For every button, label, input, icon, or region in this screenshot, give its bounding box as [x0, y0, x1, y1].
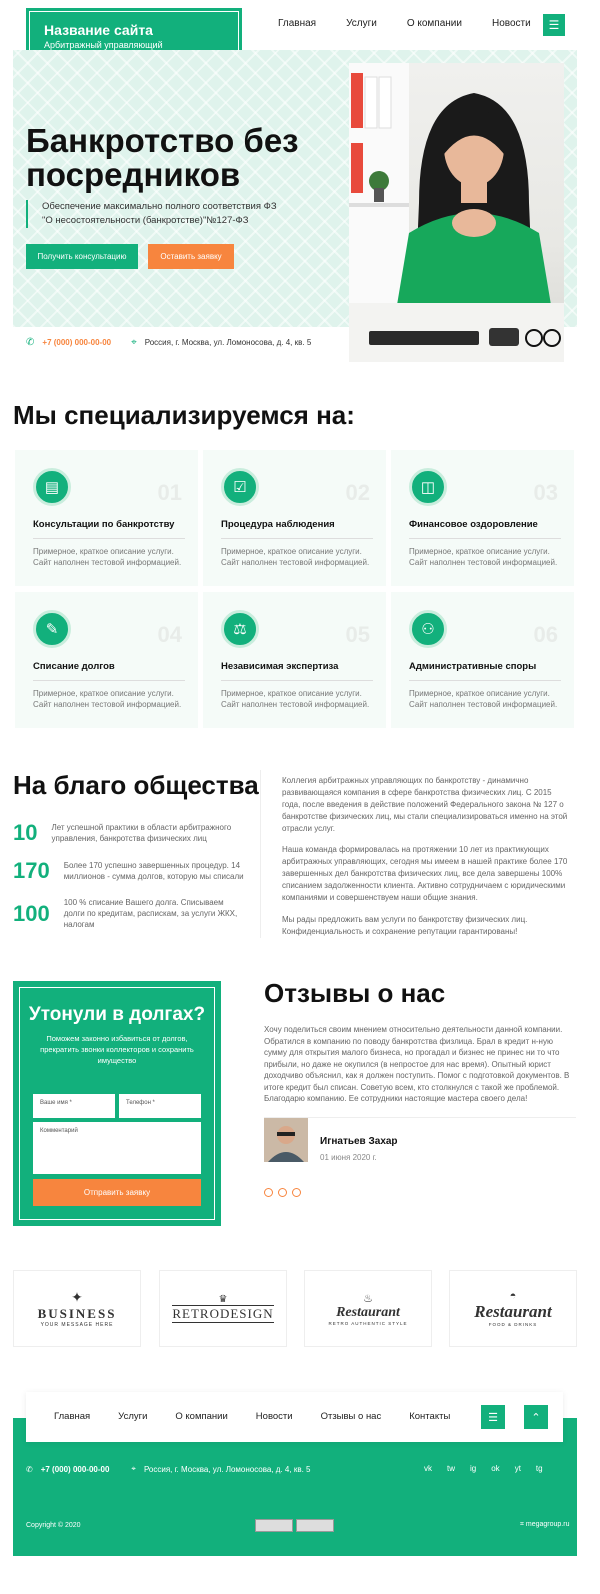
- cloche-icon: ◓: [509, 1290, 517, 1302]
- divider: [409, 680, 561, 681]
- carousel-dots: [264, 1184, 306, 1202]
- telegram-icon[interactable]: tg: [535, 1464, 543, 1473]
- service-number: 05: [345, 622, 370, 647]
- developer-link[interactable]: ⌗ megagroup.ru: [520, 1521, 570, 1528]
- service-number: 01: [157, 480, 182, 505]
- service-card[interactable]: [15, 592, 198, 728]
- location-icon: ⌖: [131, 337, 137, 348]
- divider: [409, 538, 561, 539]
- carousel-dot[interactable]: [278, 1188, 287, 1197]
- footer-contacts: [26, 1464, 310, 1474]
- social-links: [424, 1464, 543, 1473]
- counters: [255, 1519, 334, 1532]
- service-desc: Примерное, краткое описание услуги. Сайт наполнен тестовой информацией.: [409, 689, 558, 709]
- chevron-up-icon: ⌃: [531, 1411, 541, 1424]
- service-card[interactable]: [391, 450, 574, 586]
- monitoring-icon: ☑: [221, 468, 259, 506]
- footer-menu-button[interactable]: [481, 1405, 505, 1429]
- request-form: [13, 981, 221, 1226]
- review-author: Игнатьев Захар: [320, 1136, 398, 1147]
- service-number: 03: [533, 480, 558, 505]
- woman-photo-illustration: [349, 63, 564, 362]
- footer-nav-services[interactable]: Услуги: [118, 1411, 148, 1422]
- service-title: Финансовое оздоровление: [409, 519, 538, 530]
- service-number: 02: [345, 480, 370, 505]
- hero-photo: [349, 63, 564, 362]
- service-title: Списание долгов: [33, 661, 115, 672]
- service-card[interactable]: [203, 450, 386, 586]
- divider: [33, 680, 185, 681]
- service-title: Процедура наблюдения: [221, 519, 335, 530]
- stat-item: [13, 897, 244, 930]
- partner-logo: ✦ BUSINESS YOUR MESSAGE HERE: [13, 1270, 141, 1347]
- copyright: Copyright © 2020: [26, 1522, 81, 1529]
- name-input[interactable]: Ваше имя *: [33, 1094, 115, 1118]
- carousel-dot[interactable]: [292, 1188, 301, 1197]
- stat-desc: 100 % списание Вашего долга. Списываем долги по кредитам, распискам, за услуги ЖКХ, налогам: [63, 898, 238, 929]
- stat-desc: Более 170 успешно завершенных процедур. 14 миллионов - сумма долгов, которую мы списали: [63, 861, 244, 881]
- stat-desc: Лет успешной практики в области арбитражного управления, банкротства физических лиц: [51, 823, 232, 843]
- nav-services[interactable]: Услуги: [346, 18, 377, 29]
- counter-badge[interactable]: [255, 1519, 293, 1532]
- scales-icon: ⚖: [221, 610, 259, 648]
- menu-button[interactable]: [543, 14, 565, 36]
- divider: [221, 680, 373, 681]
- nav-home[interactable]: Главная: [278, 18, 317, 29]
- stat-number: 170: [13, 858, 50, 883]
- hero-phone[interactable]: +7 (000) 000-00-00: [42, 338, 112, 347]
- scroll-top-button[interactable]: [524, 1405, 548, 1429]
- maple-leaf-icon: ✦: [71, 1289, 83, 1305]
- footer-address: Россия, г. Москва, ул. Ломоносова, д. 4, кв. 5: [143, 1464, 311, 1474]
- chef-hat-icon: ♨: [363, 1292, 373, 1305]
- instagram-icon[interactable]: ig: [470, 1464, 477, 1473]
- vk-icon[interactable]: vk: [424, 1464, 432, 1473]
- counter-badge[interactable]: [296, 1519, 334, 1532]
- divider: [33, 538, 185, 539]
- debt-icon: ✎: [33, 610, 71, 648]
- carousel-dot[interactable]: [264, 1188, 273, 1197]
- footer-nav-home[interactable]: Главная: [54, 1411, 91, 1422]
- submit-button[interactable]: Отправить заявку: [33, 1179, 201, 1206]
- service-card[interactable]: [15, 450, 198, 586]
- stat-item: [13, 858, 244, 884]
- service-title: Консультации по банкротству: [33, 519, 175, 530]
- form-title: Утонули в долгах?: [28, 1004, 206, 1025]
- hamburger-icon: ☰: [488, 1411, 498, 1424]
- service-number: 04: [157, 622, 182, 647]
- service-card[interactable]: [203, 592, 386, 728]
- service-title: Административные споры: [409, 661, 537, 672]
- main-nav: [278, 18, 531, 29]
- order-button[interactable]: Оставить заявку: [148, 244, 234, 269]
- twitter-icon[interactable]: tw: [447, 1464, 455, 1473]
- form-subtitle: Поможем законно избавиться от долгов, прекратить звонки коллекторов и сохранить имущество: [40, 1034, 194, 1065]
- consult-button[interactable]: Получить консультацию: [26, 244, 138, 269]
- megagroup-icon: ⌗: [520, 1521, 526, 1528]
- phone-icon: ✆: [26, 1464, 33, 1474]
- service-desc: Примерное, краткое описание услуги. Сайт наполнен тестовой информацией.: [409, 547, 558, 567]
- divider: [221, 538, 373, 539]
- footer-nav: [26, 1392, 563, 1442]
- society-paragraph: Мы рады предложить вам услуги по банкротству физических лиц. Конфиденциальность и сохранение репутации гарантированы!: [282, 915, 528, 936]
- society-title: На благо общества: [13, 770, 259, 800]
- crown-icon: ♛: [218, 1294, 228, 1305]
- avatar: [264, 1118, 308, 1162]
- footer-nav-contacts[interactable]: Контакты: [409, 1411, 451, 1422]
- location-icon: ⌖: [131, 1464, 136, 1473]
- site-subtitle: Арбитражный управляющий: [44, 40, 163, 50]
- stat-item: [13, 820, 241, 846]
- review-date: 01 июня 2020 г.: [320, 1153, 377, 1162]
- phone-input[interactable]: Телефон *: [119, 1094, 201, 1118]
- service-desc: Примерное, краткое описание услуги. Сайт наполнен тестовой информацией.: [221, 689, 370, 709]
- hero-title: Банкротство без посредников: [26, 122, 299, 193]
- divider: [264, 1117, 576, 1118]
- stat-number: 10: [13, 820, 38, 845]
- society-paragraph: Коллегия арбитражных управляющих по банкротству - динамично развивающаяся компания в сфере банкротства физических лиц. С 2015 года, после введения в действие положений Федерального закона № 127 о банкротстве физических лиц, мы стали специализироваться именно на этой отрасли услуг.: [282, 776, 568, 833]
- service-title: Независимая экспертиза: [221, 661, 339, 672]
- youtube-icon[interactable]: yt: [514, 1464, 521, 1473]
- partner-logo: ◓ Restaurant FOOD & DRINKS: [449, 1270, 577, 1347]
- finance-icon: ◫: [409, 468, 447, 506]
- comment-input[interactable]: Комментарий: [33, 1122, 201, 1174]
- footer-nav-news[interactable]: Новости: [255, 1411, 293, 1422]
- services-title: Мы специализируемся на:: [13, 400, 355, 430]
- service-desc: Примерное, краткое описание услуги. Сайт наполнен тестовой информацией.: [33, 547, 182, 567]
- hero-subtitle: Обеспечение максимально полного соответствия ФЗ "О несостоятельности (банкротстве)"№127-ФЗ: [26, 200, 286, 228]
- consult-icon: ▤: [33, 468, 71, 506]
- service-card[interactable]: [391, 592, 574, 728]
- review-text: Хочу поделиться своим мнением относительно деятельности данной компании. Обратился в компанию по поводу банкротства физлица. Брал в кредит н-ную сумму для открытия малого бизнеса, но прогадал и бизнес не принес ни то что прибыли, но даже не окупился (в непростое для нас время). Опытный юрист доходчиво объяснил, как я должен поступить. Помог с подготовкой документов. В итоге кредит был списан. Советую всем, кто столкнулся с такой же проблемой. Благодарю компанию. Ее сотрудники настоящие мастера своего дела!: [264, 1025, 570, 1103]
- people-icon: ⚇: [409, 610, 447, 648]
- hamburger-icon: ☰: [548, 18, 560, 32]
- hero-contacts: [26, 337, 311, 348]
- nav-about[interactable]: О компании: [406, 18, 462, 29]
- site-title: Название сайта: [44, 22, 153, 38]
- phone-icon: ✆: [26, 337, 35, 348]
- odnoklassniki-icon[interactable]: ok: [491, 1464, 500, 1473]
- hero-address: Россия, г. Москва, ул. Ломоносова, д. 4, кв. 5: [144, 338, 312, 347]
- service-desc: Примерное, краткое описание услуги. Сайт наполнен тестовой информацией.: [33, 689, 182, 709]
- partner-logo: ♨ Restaurant RETRO AUTHENTIC STYLE: [304, 1270, 432, 1347]
- divider: [260, 770, 261, 938]
- footer-nav-about[interactable]: О компании: [175, 1411, 228, 1422]
- society-paragraph: Наша команда формировалась на протяжении 10 лет из практикующих арбитражных управляющих, сегодня мы имеем в нашей практике более 170 завершенных дел банкротства физических лиц, все дела завершены 100% списанием задолженности клиента. Активно сотрудничаем с юридическими компаниями и совершенствуем наши общие знания.: [282, 845, 568, 902]
- service-desc: Примерное, краткое описание услуги. Сайт наполнен тестовой информацией.: [221, 547, 370, 567]
- nav-news[interactable]: Новости: [491, 18, 531, 29]
- footer-phone[interactable]: +7 (000) 000-00-00: [40, 1464, 110, 1474]
- stat-number: 100: [13, 900, 50, 926]
- reviews-title: Отзывы о нас: [264, 978, 446, 1008]
- footer-nav-reviews[interactable]: Отзывы о нас: [320, 1411, 382, 1422]
- service-number: 06: [533, 622, 558, 647]
- partner-logo: ♛ RETRODESIGN: [159, 1270, 287, 1347]
